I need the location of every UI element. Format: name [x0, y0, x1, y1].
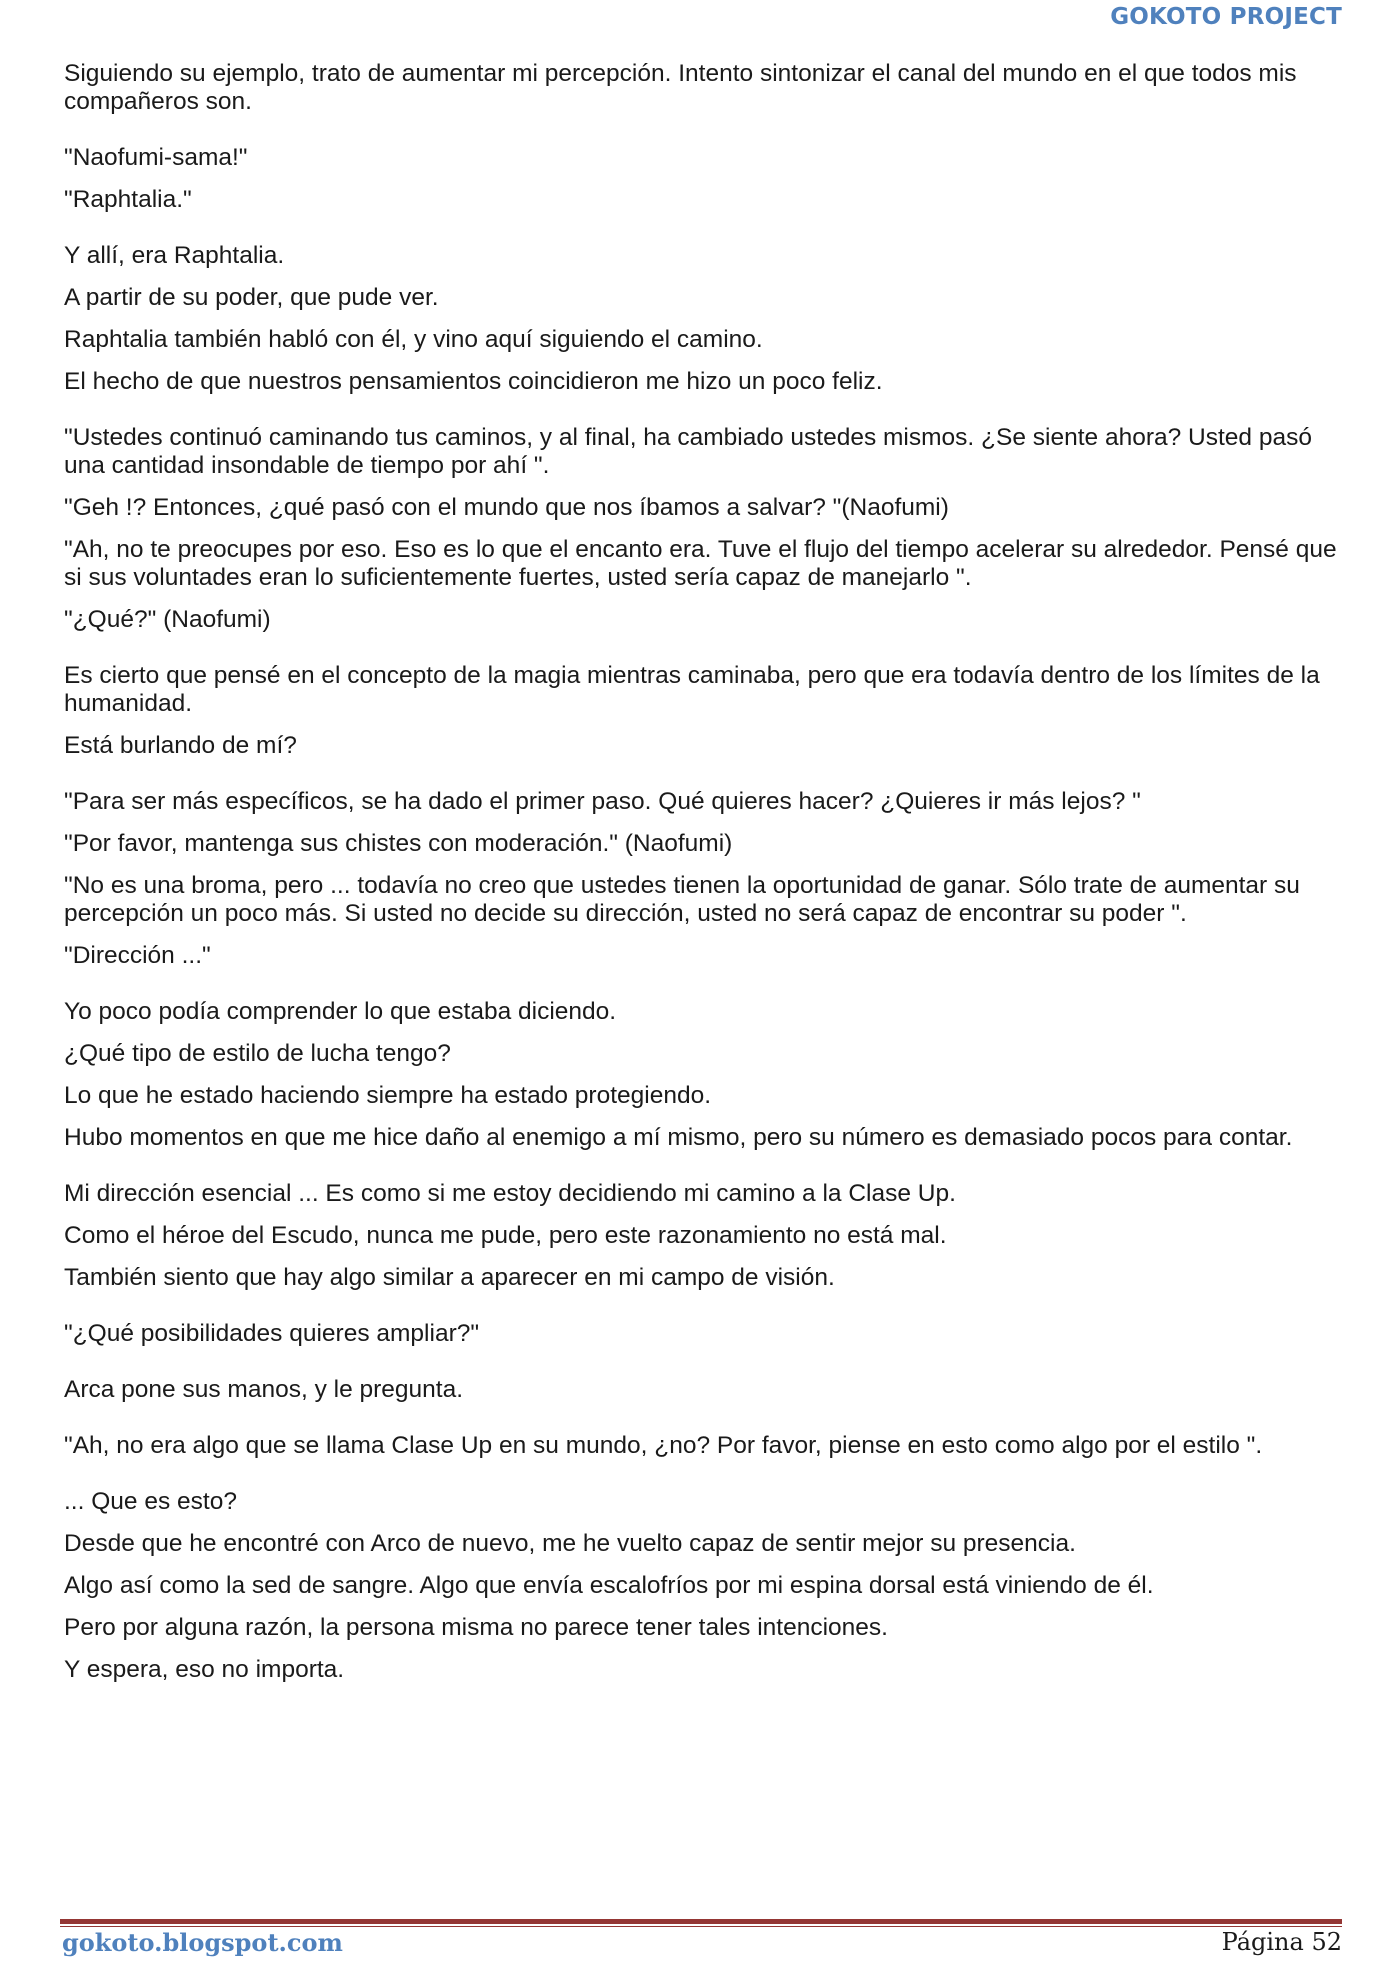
paragraph: "Por favor, mantenga sus chistes con moderación." (Naofumi): [64, 830, 733, 857]
paragraph: "Raphtalia.": [64, 186, 192, 213]
paragraph: Pero por alguna razón, la persona misma no parece tener tales intenciones.: [64, 1614, 888, 1641]
paragraph: El hecho de que nuestros pensamientos coincidieron me hizo un poco feliz.: [64, 368, 883, 395]
paragraph: "No es una broma, pero ... todavía no creo que ustedes tienen la oportunidad de ganar. Sólo trate de aumentar su percepción un poco más. Si usted no decide su dirección, usted no será capaz de encontrar su poder ".: [64, 872, 1300, 927]
paragraph: También siento que hay algo similar a aparecer en mi campo de visión.: [64, 1264, 835, 1291]
paragraph: Algo así como la sed de sangre. Algo que envía escalofríos por mi espina dorsal está viniendo de él.: [64, 1572, 1154, 1599]
paragraph: "Dirección ...": [64, 942, 211, 969]
footer-site-link[interactable]: gokoto.blogspot.com: [62, 1928, 343, 1957]
paragraph: "Naofumi-sama!": [64, 144, 248, 171]
paragraph: Y espera, eso no importa.: [64, 1656, 345, 1683]
paragraph: "Ustedes continuó caminando tus caminos, y al final, ha cambiado ustedes mismos. ¿Se siente ahora? Usted pasó una cantidad insondable de tiempo por ahí ".: [64, 424, 1312, 479]
footer-divider-thin: [60, 1926, 1342, 1927]
paragraph: Raphtalia también habló con él, y vino aquí siguiendo el camino.: [64, 326, 763, 353]
paragraph: Desde que he encontré con Arco de nuevo, me he vuelto capaz de sentir mejor su presencia.: [64, 1530, 1076, 1557]
footer-divider: [60, 1919, 1342, 1927]
footer-divider-thick: [60, 1919, 1342, 1924]
document-body: [64, 60, 1344, 1698]
paragraph: Hubo momentos en que me hice daño al enemigo a mí mismo, pero su número es demasiado pocos para contar.: [64, 1124, 1293, 1151]
paragraph: A partir de su poder, que pude ver.: [64, 284, 439, 311]
paragraph: "Para ser más específicos, se ha dado el primer paso. Qué quieres hacer? ¿Quieres ir más lejos? ": [64, 788, 1141, 815]
paragraph: ¿Qué tipo de estilo de lucha tengo?: [64, 1040, 451, 1067]
paragraph: "Geh !? Entonces, ¿qué pasó con el mundo que nos íbamos a salvar? "(Naofumi): [64, 494, 949, 521]
paragraph: Lo que he estado haciendo siempre ha estado protegiendo.: [64, 1082, 712, 1109]
paragraph: Está burlando de mí?: [64, 732, 297, 759]
paragraph: "Ah, no era algo que se llama Clase Up en su mundo, ¿no? Por favor, piense en esto como algo por el estilo ".: [64, 1432, 1263, 1459]
paragraph: Siguiendo su ejemplo, trato de aumentar mi percepción. Intento sintonizar el canal del mundo en el que todos mis compañeros son.: [64, 60, 1297, 115]
paragraph: "¿Qué?" (Naofumi): [64, 606, 271, 633]
paragraph: Mi dirección esencial ... Es como si me estoy decidiendo mi camino a la Clase Up.: [64, 1180, 956, 1207]
paragraph: ... Que es esto?: [64, 1488, 237, 1515]
paragraph: Y allí, era Raphtalia.: [64, 242, 285, 269]
page-header-title: GOKOTO PROJECT: [1110, 4, 1342, 30]
paragraph: Yo poco podía comprender lo que estaba diciendo.: [64, 998, 617, 1025]
paragraph: Es cierto que pensé en el concepto de la magia mientras caminaba, pero que era todavía dentro de los límites de la humanidad.: [64, 662, 1320, 717]
paragraph: Arca pone sus manos, y le pregunta.: [64, 1376, 464, 1403]
paragraph: "Ah, no te preocupes por eso. Eso es lo que el encanto era. Tuve el flujo del tiempo acelerar su alrededor. Pensé que si sus voluntades eran lo suficientemente fuertes, usted sería capaz de manejarlo ".: [64, 536, 1337, 591]
paragraph: "¿Qué posibilidades quieres ampliar?": [64, 1320, 480, 1347]
footer-page-number: Página 52: [1221, 1928, 1342, 1956]
paragraph: Como el héroe del Escudo, nunca me pude, pero este razonamiento no está mal.: [64, 1222, 947, 1249]
